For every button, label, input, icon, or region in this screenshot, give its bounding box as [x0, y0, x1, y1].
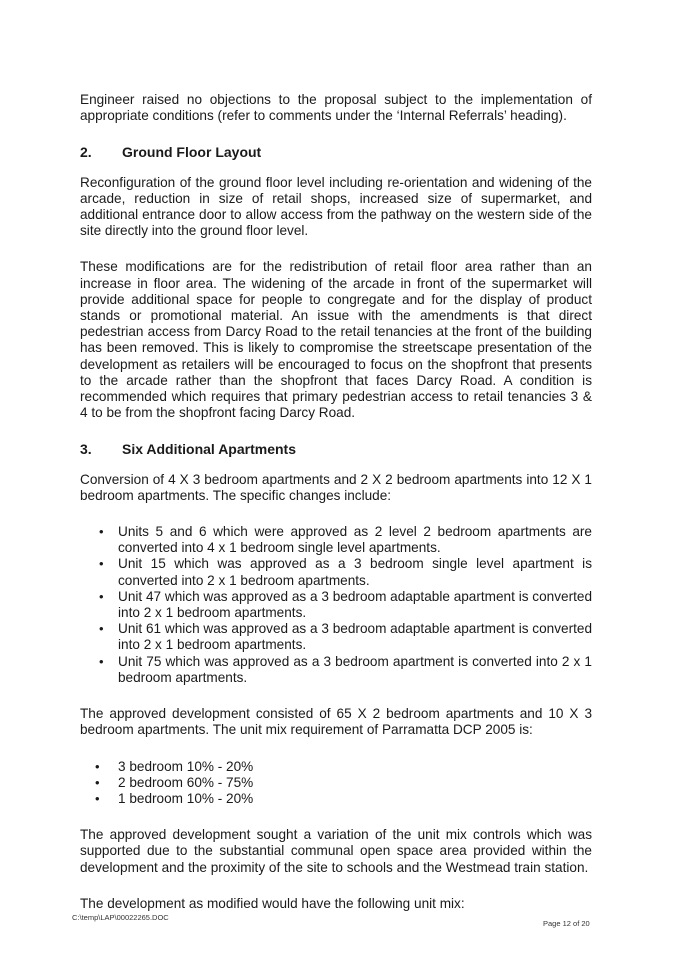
section-2-paragraph-1: Reconfiguration of the ground floor level including re-orientation and widening of the arcade, reduction in size of retail shops, increased size of supermarket, and additional entrance door to allow access from the pathway on the western side of the site directly into the ground floor level. [80, 174, 592, 239]
bullet-icon: • [99, 653, 104, 669]
unit-mix-list [80, 759, 592, 808]
bullet-icon: • [95, 774, 100, 790]
section-3-number: 3. [80, 441, 92, 458]
variation-paragraph: The approved development sought a variation of the unit mix controls which was supported due to the substantial communal open space area provided within the development and the proximity of the site to schools and the Westmead train station. [80, 827, 592, 875]
modified-paragraph: The development as modified would have the following unit mix: [80, 895, 465, 911]
list-item: • 2 bedroom 60% - 75% [95, 774, 254, 790]
bullet-icon: • [99, 588, 104, 604]
section-2-title: Ground Floor Layout [122, 144, 262, 161]
changes-list [80, 524, 592, 686]
list-item: • Units 5 and 6 which were approved as 2 level 2 bedroom apartments are converted into 4 x 1 bedroom single level apartments. [99, 524, 592, 556]
section-2-number: 2. [80, 144, 92, 161]
list-item: • Unit 47 which was approved as a 3 bedroom adaptable apartment is converted into 2 x 1 bedroom apartments. [99, 588, 592, 621]
list-item: • 1 bedroom 10% - 20% [95, 790, 254, 806]
section-2-heading [80, 144, 592, 160]
document-body [80, 92, 592, 912]
section-2-paragraph-2: These modifications are for the redistribution of retail floor area rather than an increase in floor area. The widening of the arcade in front of the supermarket will provide additional space for people to congregate and for the display of product stands or promotional material. An issue with the amendments is that direct pedestrian access from Darcy Road to the retail tenancies at the front of the building has been removed. This is likely to compromise the streetscape presentation of the development as retailers will be encouraged to focus on the shopfront that presents to the arcade rather than the shopfront that faces Darcy Road. A condition is recommended which requires that primary pedestrian access to retail tenancies 3 & 4 to be from the shopfront facing Darcy Road. [80, 259, 592, 421]
approved-paragraph: The approved development consisted of 65 X 2 bedroom apartments and 10 X 3 bedroom apartments. The unit mix requirement of Parramatta DCP 2005 is: [80, 706, 592, 738]
list-item: • 3 bedroom 10% - 20% [95, 758, 254, 774]
footer-page-number: Page 12 of 20 [543, 919, 590, 928]
bullet-icon: • [99, 621, 104, 637]
section-3-title: Six Additional Apartments [122, 441, 296, 458]
intro-paragraph: Engineer raised no objections to the proposal subject to the implementation of appropriate conditions (refer to comments under the ‘Internal Referrals’ heading). [80, 92, 592, 124]
bullet-icon: • [95, 758, 100, 774]
bullet-icon: • [99, 524, 104, 540]
section-3-intro: Conversion of 4 X 3 bedroom apartments and 2 X 2 bedroom apartments into 12 X 1 bedroom apartments. The specific changes include: [80, 471, 592, 503]
list-item: • Unit 75 which was approved as a 3 bedroom apartment is converted into 2 x 1 bedroom apartments. [99, 653, 592, 685]
bullet-icon: • [99, 556, 104, 572]
list-item: • Unit 61 which was approved as a 3 bedroom adaptable apartment is converted into 2 x 1 bedroom apartments. [99, 621, 592, 653]
footer-file-path: C:\temp\LAP\00022265.DOC [72, 913, 169, 922]
section-3-heading [80, 441, 592, 457]
list-item: • Unit 15 which was approved as a 3 bedroom single level apartment is converted into 2 x 1 bedroom apartments. [99, 556, 592, 588]
bullet-icon: • [95, 790, 100, 806]
